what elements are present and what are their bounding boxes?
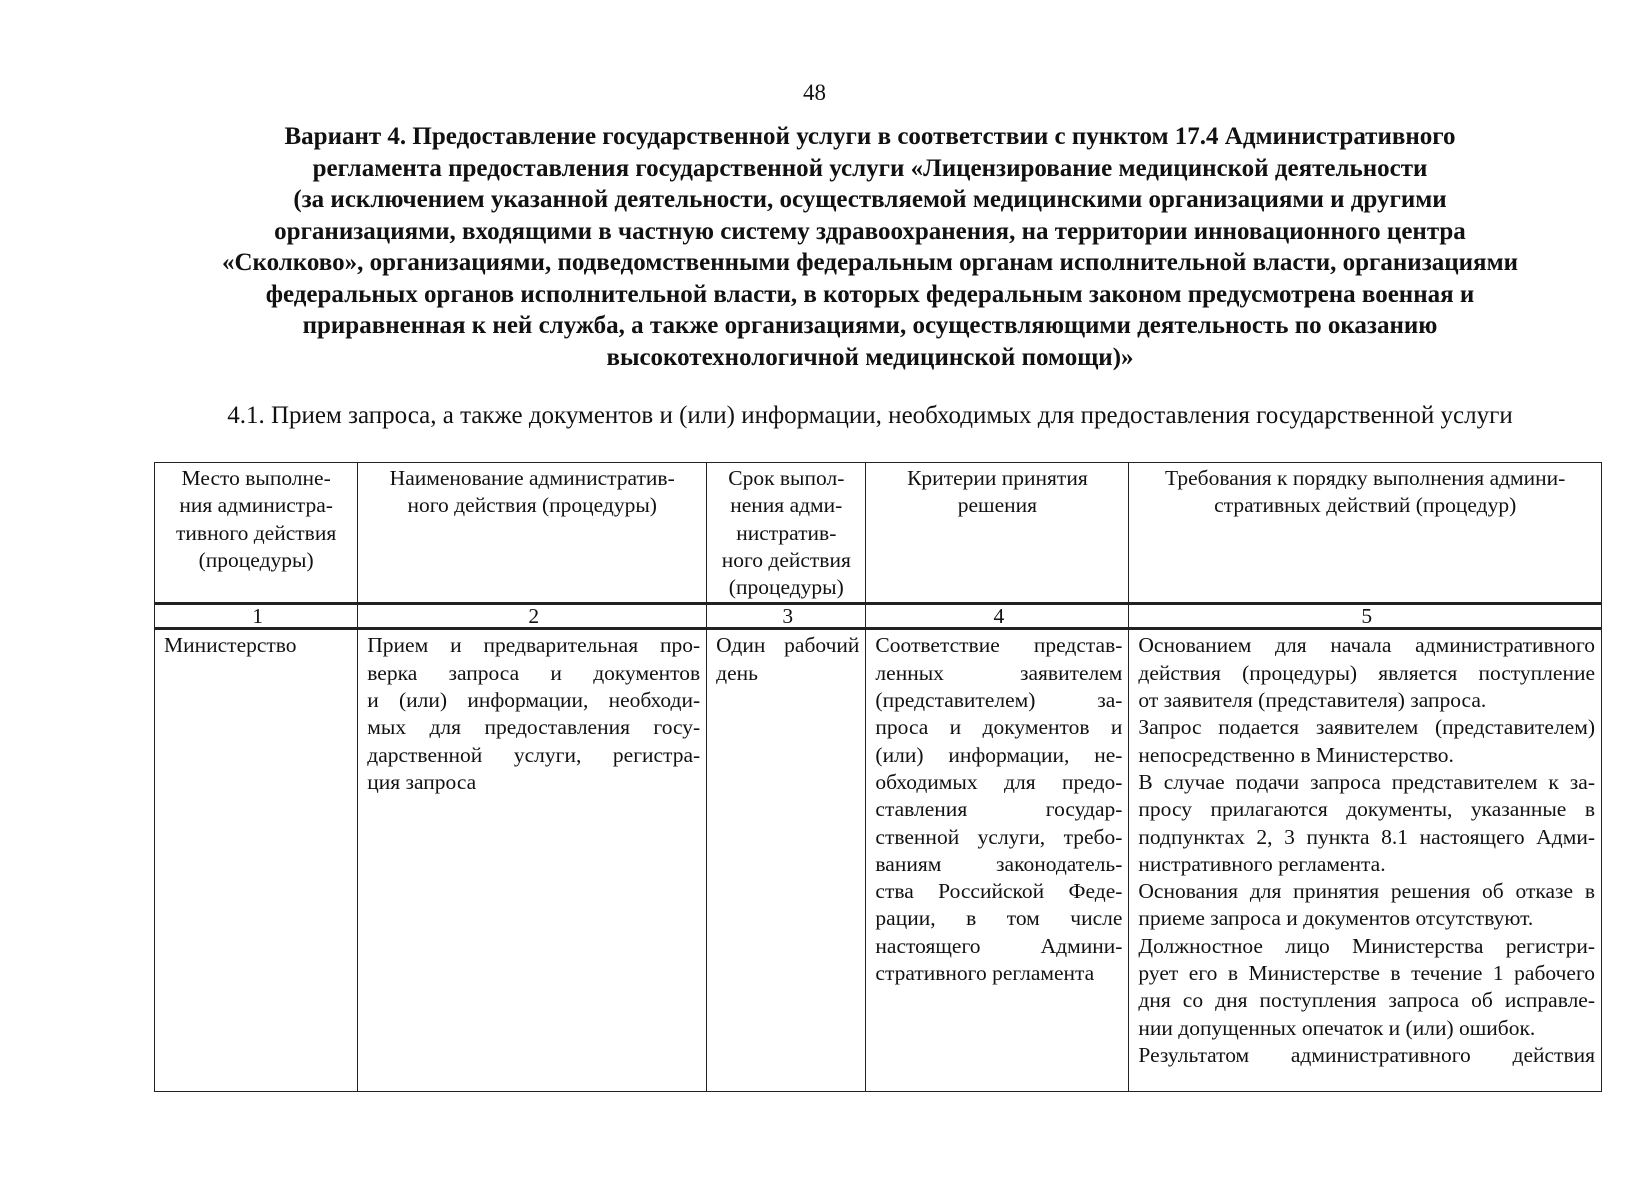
section-subheading: 4.1. Прием запроса, а также документов и (или) информации, необходимых для предоставления государственной услуги <box>227 402 1513 429</box>
action-line: мых для предоставления госу- <box>367 715 701 740</box>
action-line: и (или) информации, необходи- <box>367 688 701 713</box>
requirements-line: Основанием для начала административного <box>1138 633 1595 658</box>
requirements-line: Запрос подается заявителем (представителем) <box>1138 715 1595 740</box>
cell-place <box>155 629 358 1092</box>
page-title <box>160 121 1580 373</box>
column-number: 4 <box>866 604 1129 629</box>
criteria-line: обходимых для предо- <box>875 769 1123 794</box>
table-row <box>155 629 1602 1092</box>
title-line: регламента предоставления государственной услуги «Лицензирование медицинской деятельности <box>312 154 1428 182</box>
requirements-line: Должностное лицо Министерства регистри- <box>1138 933 1595 958</box>
header-cell <box>707 463 866 604</box>
criteria-line: ственной услуги, требо- <box>875 824 1123 849</box>
requirements-line: нии допущенных опечаток и (или) ошибок. <box>1138 1015 1536 1040</box>
title-line: федеральных органов исполнительной власти, в которых федеральным законом предусмотрена военная и <box>265 280 1475 308</box>
column-number: 5 <box>1129 604 1602 629</box>
header-requirements: Требования к порядку выполнения админи- стративных действий (процедур) <box>1165 466 1566 518</box>
criteria-line: (представителем) за- <box>875 688 1123 713</box>
cell-action <box>358 629 707 1092</box>
requirements-line: просу прилагаются документы, указанные в <box>1138 797 1595 822</box>
cell-term <box>707 629 866 1092</box>
header-term: Срок выпол- нения адми- нистратив- ного действия (процедуры) <box>721 466 851 600</box>
column-number: 1 <box>155 604 358 629</box>
action-line: Прием и предварительная про- <box>367 633 701 658</box>
requirements-line: Результатом административного действия <box>1138 1042 1595 1067</box>
header-place: Место выполне- ния администра- тивного действия (процедуры) <box>176 466 337 572</box>
requirements-line: непосредственно в Министерство. <box>1138 742 1454 767</box>
header-cell <box>1129 463 1602 604</box>
action-line: ция запроса <box>367 769 477 794</box>
criteria-line: (или) информации, не- <box>875 742 1123 767</box>
header-cell <box>866 463 1129 604</box>
column-number-row <box>155 604 1602 629</box>
title-line: «Сколково», организациями, подведомственными федеральным органам исполнительной власти, организациями <box>221 249 1519 276</box>
column-number: 3 <box>707 604 866 629</box>
place-text: Министерство <box>164 633 297 658</box>
requirements-line: дня со дня поступления запроса об исправле- <box>1138 988 1595 1013</box>
requirements-line: Основания для принятия решения об отказе в <box>1138 879 1595 904</box>
title-line: приравненная к ней служба, а также организациями, осуществляющими деятельность по оказанию <box>302 312 1438 339</box>
title-line: высокотехнологичной медицинской помощи)» <box>606 343 1134 371</box>
criteria-line: ства Российской Феде- <box>875 879 1123 904</box>
requirements-line: от заявителя (представителя) запроса. <box>1138 688 1487 713</box>
criteria-line: рации, в том числе <box>875 906 1123 931</box>
title-line: Вариант 4. Предоставление государственной услуги в соответствии с пунктом 17.4 Административного <box>284 123 1456 150</box>
action-line: дарственной услуги, регистра- <box>367 742 701 767</box>
header-action: Наименование административ- ного действия (процедуры) <box>389 466 675 518</box>
requirements-line: подпунктах 2, 3 пункта 8.1 настоящего Адми- <box>1138 824 1595 849</box>
criteria-line: ставления государ- <box>875 797 1123 822</box>
criteria-line: ленных заявителем <box>875 660 1123 685</box>
criteria-line: ваниям законодатель- <box>875 851 1123 876</box>
requirements-line: В случае подачи запроса представителем к за- <box>1138 769 1595 794</box>
requirements-line: нистративного регламента. <box>1138 851 1386 876</box>
header-cell <box>358 463 707 604</box>
cell-criteria <box>866 629 1129 1092</box>
action-line: верка запроса и документов <box>367 660 701 685</box>
requirements-line: приеме запроса и документов отсутствуют. <box>1138 906 1534 931</box>
title-line: (за исключением указанной деятельности, осуществляемой медицинскими организациями и другими <box>293 186 1447 213</box>
header-cell <box>155 463 358 604</box>
criteria-line: настоящего Админи- <box>875 933 1123 958</box>
requirements-line: рует его в Министерстве в течение 1 рабочего <box>1138 961 1595 986</box>
procedure-table <box>154 462 1602 1092</box>
column-number: 2 <box>358 604 707 629</box>
table-header-row <box>155 463 1602 604</box>
criteria-line: стративного регламента <box>875 961 1095 986</box>
term-line: Один рабочий <box>716 633 860 658</box>
criteria-line: Соответствие представ- <box>875 633 1123 658</box>
page-number: 48 <box>803 80 826 105</box>
title-line: организациями, входящими в частную систему здравоохранения, на территории инновационного центра <box>274 217 1466 245</box>
requirements-line: действия (процедуры) является поступление <box>1138 660 1595 685</box>
cell-requirements <box>1129 629 1602 1092</box>
header-criteria: Критерии принятия решения <box>907 466 1088 518</box>
criteria-line: проса и документов и <box>875 715 1123 740</box>
term-line: день <box>716 660 758 685</box>
